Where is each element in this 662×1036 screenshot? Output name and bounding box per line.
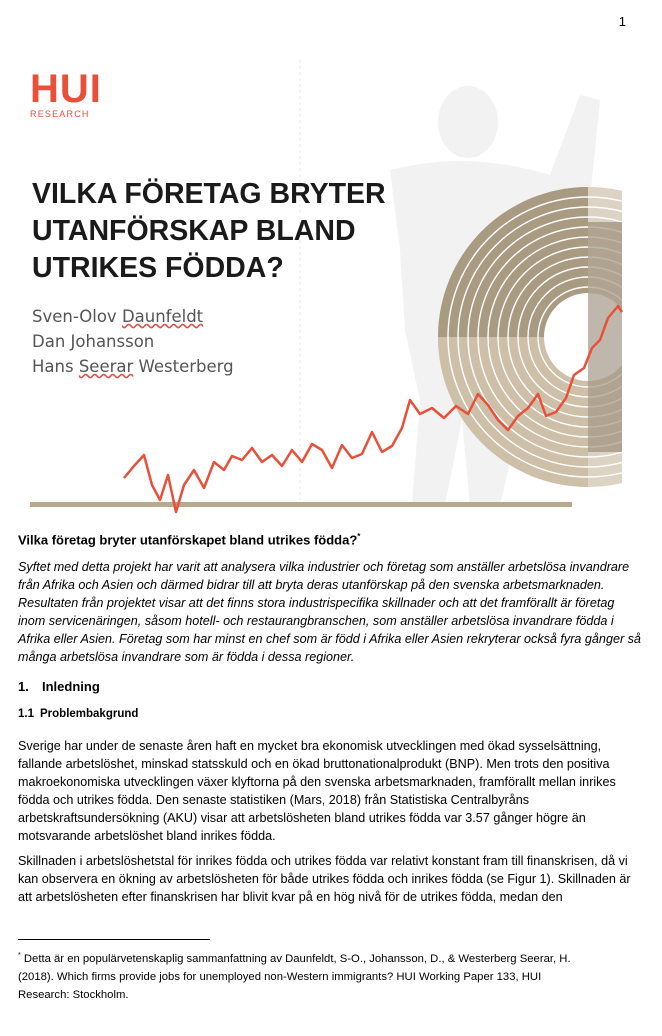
hui-logo (30, 67, 102, 119)
title-line: UTANFÖRSKAP BLAND (32, 215, 356, 247)
footnote-divider (18, 939, 210, 940)
report-title (32, 176, 412, 287)
logo-mark: HUI (30, 67, 102, 111)
section-heading: 1. Inledning (18, 679, 100, 694)
body-paragraph: Sverige har under de senaste åren haft en mycket bra ekonomisk utvecklingen med ökad sysselsättning, fallande arbetslöshet, minskad statsskuld och en ökad bruttonationalprodukt (BNP). Men trots den positiva makroekonomiska utvecklingen växer klyftorna på den svenska arbetsmarknaden, framförallt mellan inrikes födda och utrikes födda. Den senaste statistiken (Mars, 2018) från Statistiska Centralbyråns arbetskraftsundersökning (AKU) visar att arbetslösheten bland utrikes födda var 3.57 gånger högre än motsvarande arbetslöshet bland inrikes födda. (18, 739, 616, 843)
summary-heading: Vilka företag bryter utanförskapet bland utrikes födda?* (18, 532, 361, 548)
title-line: VILKA FÖRETAG BRYTER (32, 178, 386, 210)
logo-subtitle: RESEARCH (30, 109, 90, 119)
author-3: Hans Seerar Westerberg (32, 357, 234, 376)
author-1: Sven-Olov Daunfeldt (32, 307, 204, 326)
summary-abstract: Syftet med detta projekt har varit att analysera vilka industrier och företag som anställer arbetslösa invandrare från Afrika och Asien och därmed bidrar till att bryta deras utanförskap på den svenska arbetsmarknaden. Resultaten från projektet visar att det finns stora industrispecifika skillnader och att det framförallt är företag inom servicenäringen, såsom hotell- och restaurangbranschen, som anställer arbetslösa invandrare födda i Afrika eller Asien. Företag som har minst en chef som är född i Afrika eller Asien rekryterar också fyra gånger så många arbetslösa invandrare som är födda i dessa regioner. (18, 560, 641, 664)
baseline-bar (30, 502, 572, 507)
page-number: 1 (618, 14, 626, 29)
author-2: Dan Johansson (32, 332, 155, 351)
subsection-heading: 1.1 Problembakgrund (18, 708, 139, 720)
footnote-ref[interactable]: * (357, 532, 361, 541)
title-line: UTRIKES FÖDDA? (32, 252, 284, 284)
body-paragraph: Skillnaden i arbetslöshetstal för inrikes födda och utrikes födda var relativt konstant fram till finanskrisen, då vi kan observera en ökning av arbetslösheten för både utrikes födda och inrikes födda (se Figur 1). Skillnaden är att arbetslösheten efter finanskrisen har blivit kvar på en hög nivå för de utrikes födda, medan den (18, 854, 631, 904)
author-list (32, 304, 234, 379)
footnote: * Detta är en populärvetenskaplig sammanfattning av Daunfeldt, S-O., Johansson, D., & Westerberg Seerar, H. (2018). Which firms provide jobs for unemployed non-Western immigrants? HUI Working Paper 133, HUI Research: Stockholm. (18, 952, 571, 1001)
